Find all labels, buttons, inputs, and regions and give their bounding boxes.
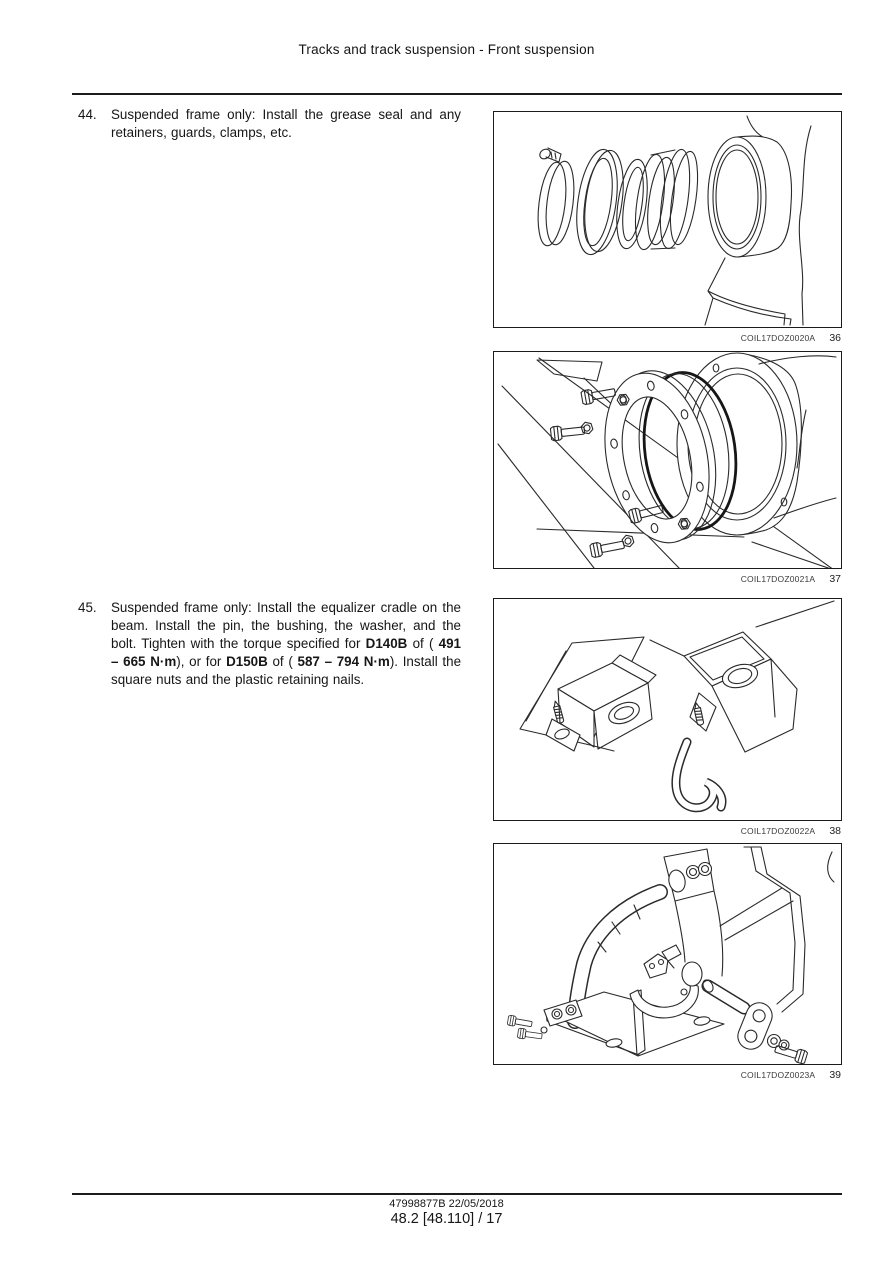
figure-caption-number: 37 bbox=[829, 573, 841, 585]
step-text bbox=[111, 599, 461, 689]
center-clamp bbox=[644, 945, 681, 978]
figure-caption bbox=[493, 573, 842, 585]
figure-37 bbox=[493, 351, 842, 585]
seal-ring bbox=[571, 147, 629, 257]
step-text-segment: ). Install the square nuts and the plastic retaining nails. bbox=[111, 654, 462, 687]
page-title: Tracks and track suspension - Front suspension bbox=[298, 42, 595, 57]
equalizer-beam-assembly-illustration bbox=[494, 844, 840, 1064]
upright-block bbox=[664, 849, 714, 901]
retaining-hook bbox=[676, 742, 722, 808]
figure-caption-number: 39 bbox=[829, 1069, 841, 1081]
cradle-brackets-illustration bbox=[494, 599, 840, 820]
hose-clamp bbox=[534, 147, 578, 247]
left-bolts bbox=[507, 1015, 547, 1041]
model-name: D150B bbox=[226, 654, 268, 669]
torque-value: 491 – 665 N·m bbox=[111, 636, 461, 669]
step-number: 44. bbox=[78, 107, 97, 122]
figure-39 bbox=[493, 843, 842, 1081]
washer-and-bolt bbox=[768, 1035, 808, 1065]
grease-seal-exploded-illustration bbox=[494, 112, 840, 327]
step-text-segment: Suspended frame only: Install the equalizer cradle on the beam. Install the pin, the bushing, the washer, and the bolt. Tighten with the torque specified for bbox=[111, 600, 461, 651]
beam-edge-line bbox=[756, 601, 834, 627]
figure-frame bbox=[493, 843, 842, 1065]
left-retainer-bracket bbox=[520, 637, 656, 751]
figure-caption-code: COIL17DOZ0022A bbox=[740, 826, 816, 836]
figure-caption-number: 36 bbox=[829, 332, 841, 344]
figure-caption bbox=[493, 1069, 842, 1081]
model-name: D140B bbox=[365, 636, 408, 651]
figure-36 bbox=[493, 111, 842, 344]
step-number: 45. bbox=[78, 600, 97, 615]
step-text-segment: of ( bbox=[407, 636, 439, 651]
step-45 bbox=[78, 599, 461, 689]
background-frame bbox=[720, 847, 834, 1012]
step-text-segment: of ( bbox=[267, 654, 298, 669]
figure-caption-code: COIL17DOZ0021A bbox=[740, 574, 816, 584]
ridged-seal bbox=[612, 148, 703, 252]
figure-caption bbox=[493, 825, 842, 837]
figure-caption-number: 38 bbox=[829, 825, 841, 837]
seal-flange-oring-illustration bbox=[494, 352, 840, 568]
header-rule bbox=[72, 93, 842, 95]
figure-frame bbox=[493, 111, 842, 328]
step-text: Suspended frame only: Install the grease seal and any retainers, guards, clamps, etc. bbox=[111, 107, 461, 140]
torque-value: 587 – 794 N·m bbox=[297, 654, 390, 669]
footer-rule bbox=[72, 1193, 842, 1195]
figure-frame bbox=[493, 351, 842, 569]
housing-bore bbox=[708, 136, 791, 257]
footer-section-reference: 48.2 [48.110] / 17 bbox=[390, 1211, 503, 1227]
figure-caption bbox=[493, 332, 842, 344]
footer-document-reference: 47998877B 22/05/2018 bbox=[389, 1198, 504, 1210]
figure-38 bbox=[493, 598, 842, 837]
figure-frame bbox=[493, 598, 842, 821]
pin bbox=[701, 978, 744, 1008]
step-text-segment: ), or for bbox=[176, 654, 227, 669]
figure-caption-code: COIL17DOZ0023A bbox=[740, 1070, 816, 1080]
step-44 bbox=[78, 106, 461, 142]
figure-caption-code: COIL17DOZ0020A bbox=[740, 333, 816, 343]
